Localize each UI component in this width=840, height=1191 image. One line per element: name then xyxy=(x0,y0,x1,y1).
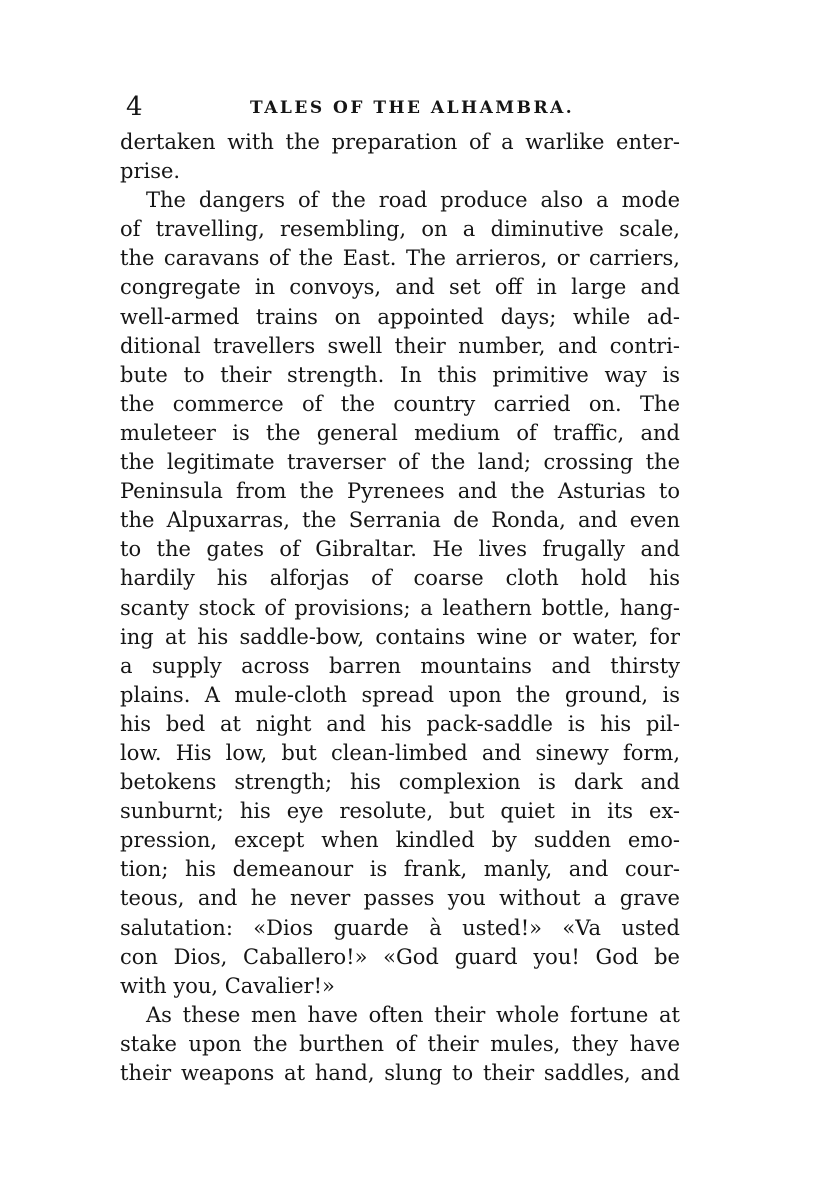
paragraph xyxy=(120,1001,680,1088)
running-title: TALES OF THE ALHAMBRA. xyxy=(250,98,575,118)
text-line: to the gates of Gibraltar. He lives frugally and xyxy=(120,537,680,562)
text-line: sunburnt; his eye resolute, but quiet in its ex- xyxy=(120,799,680,824)
text-line: prise. xyxy=(120,159,181,184)
paragraph xyxy=(120,186,680,1001)
text-line: the commerce of the country carried on. The xyxy=(120,391,680,416)
text-line: hardily his alforjas of coarse cloth hold his xyxy=(120,566,680,591)
text-line: his bed at night and his pack-saddle is his pil- xyxy=(120,711,680,736)
text-line: stake upon the burthen of their mules, they have xyxy=(120,1031,680,1056)
text-line: congregate in convoys, and set off in large and xyxy=(120,275,680,300)
text-line: muleteer is the general medium of traffic, and xyxy=(120,420,680,445)
text-line: salutation: «Dios guarde à usted!» «Va usted xyxy=(120,915,680,940)
body-text xyxy=(120,128,680,1088)
text-line: teous, and he never passes you without a grave xyxy=(120,886,680,911)
text-line: pression, except when kindled by sudden emo- xyxy=(120,828,680,853)
page-header xyxy=(120,92,705,126)
page-number: 4 xyxy=(126,92,143,122)
text-line: the Alpuxarras, the Serrania de Ronda, and even xyxy=(120,508,680,533)
text-line: tion; his demeanour is frank, manly, and cour- xyxy=(120,857,680,882)
text-line: plains. A mule-cloth spread upon the ground, is xyxy=(120,682,680,707)
text-line: ditional travellers swell their number, and contri- xyxy=(120,333,680,358)
text-line: the legitimate traverser of the land; crossing the xyxy=(120,450,680,475)
text-line: betokens strength; his complexion is dark and xyxy=(120,770,680,795)
text-line: of travelling, resembling, on a diminutive scale, xyxy=(120,217,680,242)
text-line: The dangers of the road produce also a mode xyxy=(146,188,680,213)
text-line: low. His low, but clean-limbed and sinewy form, xyxy=(120,740,680,765)
text-line: Peninsula from the Pyrenees and the Asturias to xyxy=(120,479,680,504)
text-line: ing at his saddle-bow, contains wine or water, for xyxy=(120,624,680,649)
text-line: well-armed trains on appointed days; while ad- xyxy=(120,304,680,329)
text-line: As these men have often their whole fortune at xyxy=(146,1002,680,1027)
text-line: with you, Cavalier!» xyxy=(120,973,335,998)
text-line: their weapons at hand, slung to their saddles, and xyxy=(120,1061,680,1085)
text-line: the caravans of the East. The arrieros, or carriers, xyxy=(120,246,680,271)
text-line: con Dios, Caballero!» «God guard you! God be xyxy=(120,944,680,969)
text-line: bute to their strength. In this primitive way is xyxy=(120,362,680,387)
text-line: a supply across barren mountains and thirsty xyxy=(120,653,680,678)
paragraph xyxy=(120,128,680,186)
text-line: dertaken with the preparation of a warlike enter- xyxy=(120,130,680,154)
text-line: scanty stock of provisions; a leathern bottle, hang- xyxy=(120,595,680,620)
